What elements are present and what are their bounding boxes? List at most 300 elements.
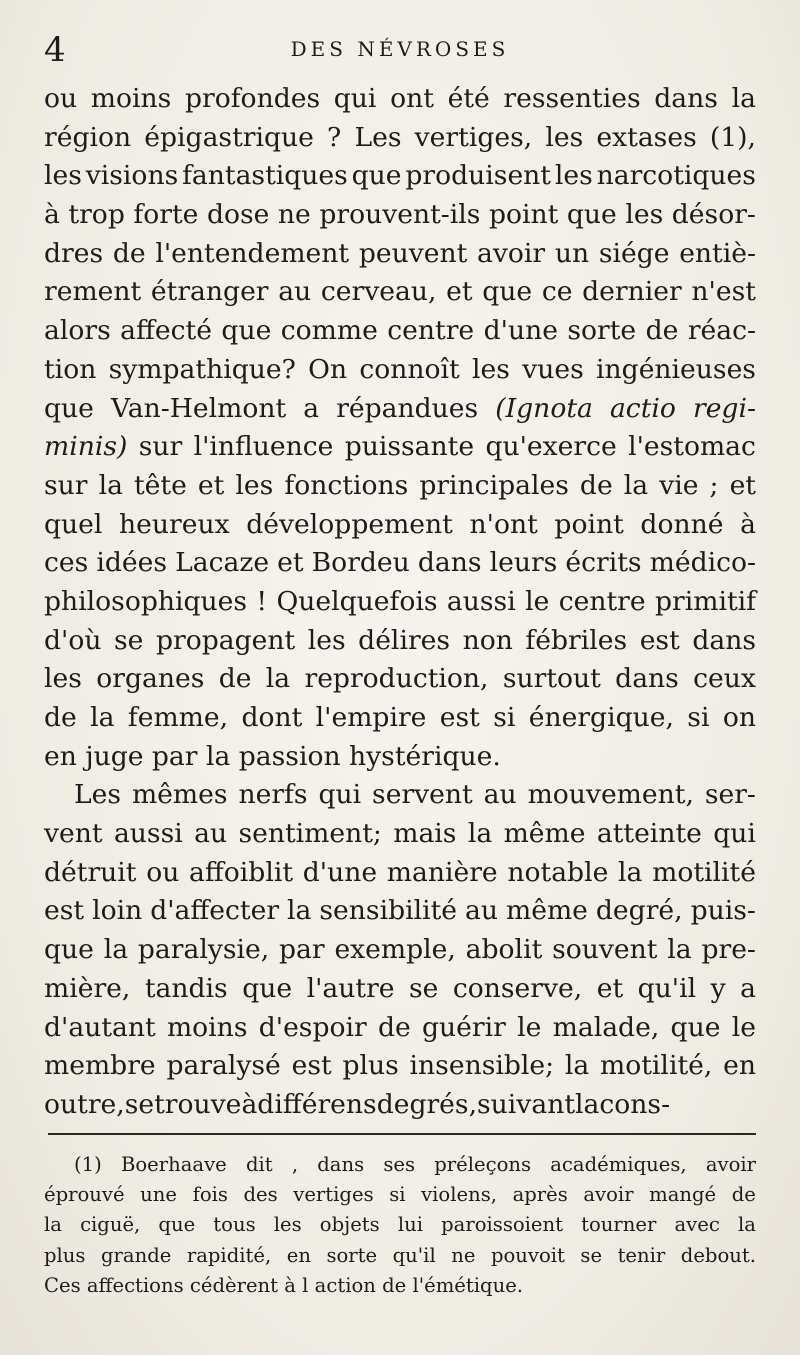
text-line [44, 931, 756, 970]
word: la [265, 663, 291, 695]
word: malade, [552, 1011, 660, 1043]
word: la [467, 818, 493, 850]
word: que [351, 160, 402, 192]
text-line [44, 1150, 756, 1180]
word: grande [100, 1243, 172, 1267]
word: que [670, 1011, 721, 1043]
word: un [554, 237, 590, 269]
word: désor- [671, 199, 756, 231]
word: regi- [692, 392, 756, 424]
word: le [731, 1011, 756, 1043]
word: l'estomac [628, 431, 756, 463]
word: l'entendement [155, 237, 350, 269]
word: les [472, 353, 510, 385]
word: la [623, 469, 649, 501]
word: est [639, 624, 680, 656]
word: heureux [119, 508, 230, 540]
word: se [124, 1088, 155, 1120]
word: se [580, 1243, 603, 1267]
word: profondes [184, 83, 321, 114]
word: de [645, 315, 679, 347]
word: si [493, 702, 516, 733]
word: la [575, 1088, 600, 1120]
word: les [273, 1213, 302, 1237]
word: et [446, 276, 473, 308]
word: reproduction, [304, 663, 489, 695]
word: ressenties [503, 83, 641, 114]
text-line [44, 80, 756, 119]
word: détruit [44, 856, 137, 888]
word: vertiges [293, 1183, 374, 1207]
word: non [462, 624, 513, 656]
word: ceux [693, 663, 756, 695]
word: des [243, 1183, 278, 1207]
word: motilité [652, 856, 756, 888]
word: ne [451, 1243, 476, 1267]
word: narcotiques [596, 160, 756, 192]
word: conserve, [452, 972, 583, 1004]
text-line [44, 815, 756, 854]
text-line [44, 1210, 756, 1240]
word: la [618, 856, 643, 888]
word: si [389, 1183, 406, 1207]
word: au [194, 818, 228, 850]
word: point [488, 199, 559, 231]
word: mais [393, 818, 457, 850]
word: les [44, 160, 82, 192]
word: différens [257, 1088, 377, 1120]
word: d'autant [44, 1011, 156, 1043]
word: mêmes [131, 779, 228, 811]
word: Ces affections cédèrent à l action de l'émétique. [44, 1273, 524, 1297]
word: degrés, [376, 1088, 478, 1120]
word: fébriles [525, 624, 628, 656]
word: préleçons [434, 1153, 532, 1176]
word: sorte [567, 315, 637, 347]
word: (1) [74, 1153, 102, 1176]
word: point [554, 508, 624, 540]
word: ne [277, 199, 311, 231]
word: nerfs [238, 779, 308, 811]
word: tourner [581, 1213, 657, 1237]
text-line [44, 506, 756, 545]
word: mière, [44, 972, 131, 1004]
word: épigastrique [144, 121, 314, 153]
word: outre, [44, 1088, 125, 1120]
word: trouve [154, 1088, 242, 1120]
word: centre [387, 315, 475, 347]
word: Boerhaave [120, 1153, 227, 1176]
word: avoir [705, 1153, 756, 1176]
word: l'empire [315, 702, 427, 733]
word: de [377, 1011, 411, 1043]
word: notable [507, 856, 609, 888]
word: en [286, 1243, 311, 1267]
word: l'autre [306, 972, 395, 1004]
word: dit [245, 1153, 273, 1176]
word: que [221, 315, 272, 347]
text-line [44, 312, 756, 351]
word: dans [317, 1153, 365, 1176]
word: les [625, 199, 664, 231]
word: fonctions [284, 469, 409, 501]
word: Les [74, 779, 122, 811]
word: les [554, 160, 593, 192]
word: On [308, 353, 348, 385]
word: développement [246, 508, 453, 540]
word: dont [241, 702, 303, 733]
word: rapidité, [186, 1243, 272, 1267]
word: pre- [701, 934, 756, 966]
word: vie [659, 469, 699, 501]
word: le [517, 1011, 542, 1043]
word: même [503, 818, 586, 850]
word: visions [85, 160, 179, 192]
word: puis- [690, 895, 756, 927]
word: sensibilité [319, 895, 458, 927]
page-number: 4 [44, 30, 66, 70]
word: de [579, 469, 613, 501]
word: prouvent-ils [319, 199, 481, 231]
word: dans [615, 663, 679, 695]
word: cons- [599, 1088, 671, 1120]
word: membre [44, 1050, 156, 1082]
word: plus [44, 1243, 86, 1267]
word: guérir [422, 1011, 506, 1043]
word: affoiblit [189, 856, 294, 888]
word: et [596, 972, 624, 1004]
word: région [44, 121, 132, 153]
word: vertiges, [414, 121, 533, 153]
word: même [506, 895, 588, 927]
word: siége [598, 237, 670, 269]
main-text [44, 80, 756, 1125]
word: une [140, 1183, 177, 1207]
word: paralysie, [137, 934, 270, 966]
word: sur [138, 431, 183, 463]
word: se [114, 624, 144, 656]
text-line [44, 1271, 756, 1301]
word: ? [327, 121, 342, 153]
word: répandues [336, 392, 479, 424]
word: peuvent [358, 237, 468, 269]
word: la [731, 83, 756, 114]
word: qu'il [392, 1243, 436, 1267]
word: extases [596, 121, 697, 153]
word: d'une [483, 315, 558, 347]
word: manière [386, 856, 498, 888]
text-line [44, 119, 756, 158]
word: la [103, 934, 129, 966]
word: le [525, 585, 550, 617]
text-line [44, 428, 756, 467]
word: quel [44, 508, 103, 540]
word: les [44, 663, 82, 695]
text-line [44, 699, 756, 738]
word: idées [96, 547, 167, 579]
word: les [545, 121, 584, 153]
word: si [687, 702, 710, 733]
word: trop [68, 199, 125, 231]
text-line [44, 854, 756, 893]
word: au [278, 276, 312, 308]
word: est [44, 895, 85, 927]
word: entiè- [679, 237, 756, 269]
running-title: DES NÉVROSES [290, 37, 510, 61]
word: que [482, 276, 533, 308]
word: à [740, 508, 756, 540]
word: la [737, 1213, 756, 1237]
word: ou [146, 856, 180, 888]
word: été [447, 83, 490, 114]
word: avoir [583, 1183, 634, 1207]
word: les [235, 469, 274, 501]
word: Quelquefois [276, 585, 438, 617]
word: les [307, 624, 346, 656]
word: la [564, 1050, 590, 1082]
word: se [409, 972, 439, 1004]
word: la [287, 895, 312, 927]
word: de [44, 702, 77, 733]
word: n'ont [469, 508, 538, 540]
text-line [44, 351, 756, 390]
word: tous [213, 1213, 256, 1237]
word: forte [133, 199, 199, 231]
word: ou [44, 83, 78, 114]
word: d'où [44, 624, 102, 656]
word: Van-Helmont [110, 392, 287, 424]
word: affecté [120, 315, 212, 347]
word: sentiment; [238, 818, 382, 850]
word: et [277, 547, 304, 579]
word: femme, [127, 702, 229, 733]
word: la [98, 469, 123, 501]
word: rement [44, 276, 142, 308]
word: que [44, 392, 94, 424]
word: loin [92, 895, 143, 927]
word: ! [256, 585, 268, 617]
word: ces [44, 547, 89, 579]
word: d'espoir [258, 1011, 367, 1043]
word: médico- [649, 547, 756, 579]
word: après [512, 1183, 568, 1207]
word: produisent [405, 160, 551, 192]
text-line [44, 1047, 756, 1086]
word: ; [709, 469, 719, 501]
word: ciguë, [80, 1213, 141, 1237]
word: violens, [421, 1183, 497, 1207]
word: en juge par la passion hystérique. [44, 740, 501, 772]
word: énergique, [528, 702, 674, 733]
word: degré, [595, 895, 683, 927]
text-line [44, 1009, 756, 1048]
text-line [44, 196, 756, 235]
word: leurs [489, 547, 558, 579]
word: aussi [113, 818, 183, 850]
word: sympathique? [108, 353, 296, 385]
word: principales [419, 469, 569, 501]
word: paralysé [166, 1050, 281, 1082]
text-line [44, 157, 756, 196]
text-line [44, 660, 756, 699]
word: mangé [649, 1183, 717, 1207]
word: que [242, 972, 293, 1004]
text-line [44, 1086, 756, 1125]
word: moins [90, 83, 172, 114]
word: de [218, 663, 252, 695]
word: ce [541, 276, 573, 308]
word: réac- [687, 315, 756, 347]
word: Bordeu [311, 547, 410, 579]
word: sur [44, 469, 88, 501]
word: aussi [446, 585, 516, 617]
text-line [44, 892, 756, 931]
word: la [90, 702, 115, 733]
text-line [44, 235, 756, 274]
word: alors [44, 315, 111, 347]
text-line [44, 544, 756, 583]
word: paroissoient [441, 1213, 564, 1237]
word: écrits [565, 547, 642, 579]
word: objets [319, 1213, 380, 1237]
word: ont [390, 83, 434, 114]
word: abolit [465, 934, 543, 966]
word: en [723, 1050, 756, 1082]
word: pouvoit [490, 1243, 565, 1267]
word: (1), [709, 121, 756, 153]
word: que [566, 199, 617, 231]
word: académiques, [550, 1153, 687, 1176]
text-line [44, 622, 756, 661]
word: cerveau, [320, 276, 437, 308]
word: , [291, 1153, 299, 1176]
word: dres [44, 237, 104, 269]
word: y [710, 972, 726, 1004]
word: qui [333, 83, 377, 114]
word: avoir [477, 237, 546, 269]
word: donné [640, 508, 724, 540]
word: a [740, 972, 756, 1004]
word: est [291, 1050, 332, 1082]
word: tenir [617, 1243, 666, 1267]
word: Les [354, 121, 402, 153]
word: (Ignota [495, 392, 593, 424]
text-line [44, 1180, 756, 1210]
word: tion [44, 353, 97, 385]
word: qu'il [637, 972, 697, 1004]
text-line [44, 273, 756, 312]
word: puissante [344, 431, 475, 463]
word: que [44, 934, 94, 966]
word: de [731, 1183, 756, 1207]
word: minis) [44, 431, 128, 463]
word: philosophiques [44, 585, 248, 617]
word: debout. [680, 1243, 756, 1267]
text-line [44, 583, 756, 622]
word: dose [206, 199, 270, 231]
word: qui [713, 818, 756, 850]
word: qui [318, 779, 362, 811]
word: plus [342, 1050, 399, 1082]
word: et [729, 469, 756, 501]
word: lui [397, 1213, 423, 1237]
word: que [158, 1213, 196, 1237]
word: surtout [502, 663, 601, 695]
word: dernier [582, 276, 682, 308]
text-line [44, 1241, 756, 1271]
word: comme [280, 315, 378, 347]
word: au [465, 895, 499, 927]
word: primitif [655, 585, 756, 617]
word: à [241, 1088, 258, 1120]
word: étranger [150, 276, 269, 308]
word: à [44, 199, 60, 231]
word: la [44, 1213, 62, 1237]
word: qu'exerce [485, 431, 617, 463]
word: dans [654, 83, 718, 114]
word: tête [134, 469, 187, 501]
word: fois [192, 1183, 228, 1207]
word: ses [383, 1153, 416, 1176]
word: l'influence [193, 431, 334, 463]
footnote-separator-rule [48, 1133, 756, 1135]
word: dans [692, 624, 756, 656]
word: d'une [302, 856, 378, 888]
word: souvent [552, 934, 658, 966]
word: insensible; [409, 1050, 555, 1082]
word: sorte [326, 1243, 378, 1267]
word: centre [558, 585, 646, 617]
word: mouvement, [527, 779, 694, 811]
word: au [483, 779, 517, 811]
text-line [44, 776, 756, 815]
word: motilité, [600, 1050, 713, 1082]
word: par [279, 934, 325, 966]
word: d'affecter [150, 895, 280, 927]
word: la [667, 934, 692, 966]
word: Lacaze [175, 547, 270, 579]
footnote [44, 1150, 756, 1301]
page-header [44, 30, 756, 70]
word: atteinte [596, 818, 702, 850]
word: de [112, 237, 146, 269]
word: organes [96, 663, 205, 695]
word: est [439, 702, 480, 733]
text-line [44, 970, 756, 1009]
text-line [44, 738, 756, 777]
word: propagent [155, 624, 296, 656]
word: actio [609, 392, 676, 424]
word: n'est [691, 276, 756, 308]
word: exemple, [334, 934, 456, 966]
word: connoît [359, 353, 460, 385]
word: ingénieuses [596, 353, 756, 385]
word: éprouvé [44, 1183, 125, 1207]
word: suivant [477, 1088, 576, 1120]
word: dans [417, 547, 482, 579]
word: fantastiques [182, 160, 348, 192]
word: servent [372, 779, 473, 811]
word: vues [522, 353, 584, 385]
word: avec [674, 1213, 720, 1237]
text-line [44, 467, 756, 506]
word: on [722, 702, 756, 733]
word: délires [358, 624, 451, 656]
word: moins [166, 1011, 248, 1043]
word: et [197, 469, 225, 501]
word: a [303, 392, 320, 424]
word: vent [44, 818, 103, 850]
